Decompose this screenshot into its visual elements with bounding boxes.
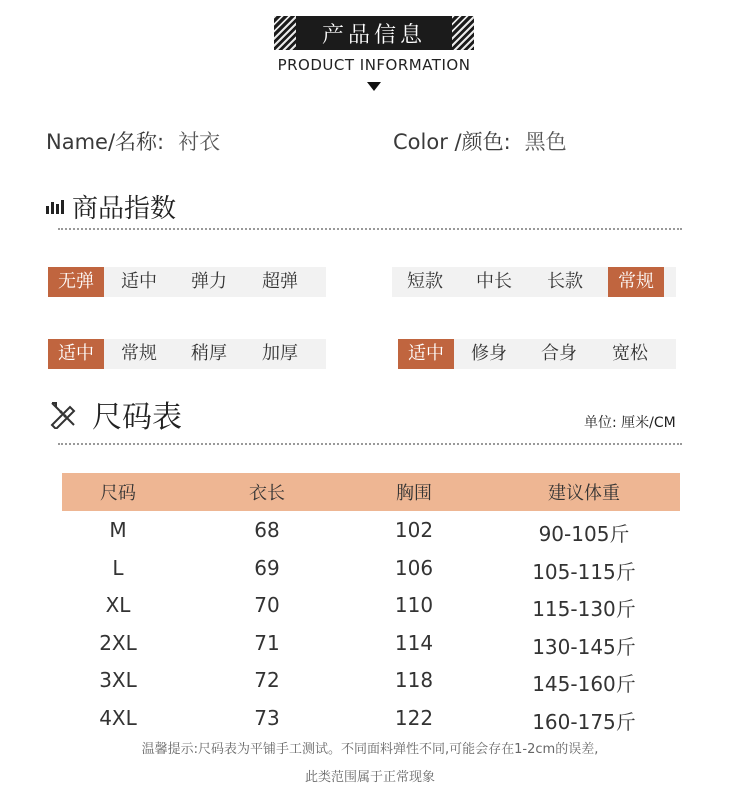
column-header: 衣长 <box>249 483 285 504</box>
table-row <box>62 702 680 739</box>
name-label: Name/名称: <box>46 130 165 154</box>
color-label: Color /颜色: <box>393 130 511 154</box>
table-cell: 73 <box>254 706 280 730</box>
index-section-heading <box>46 188 176 225</box>
chip-option: 适中 <box>121 271 157 292</box>
note-line: 此类范围属于正常现象 <box>304 770 435 785</box>
index-section-title: 商品指数 <box>72 194 177 224</box>
table-cell: 122 <box>394 706 434 730</box>
color-value: 黑色 <box>524 130 567 154</box>
section-title-badge <box>274 16 474 50</box>
name-value: 衬衣 <box>178 130 221 154</box>
page-title: 产品信息 <box>321 22 426 48</box>
table-cell: 3XL <box>99 668 137 693</box>
index-group-thickness <box>48 339 326 369</box>
table-cell: 90-105斤 <box>538 522 630 546</box>
chip-option: 超弹 <box>262 271 298 292</box>
table-row <box>62 627 680 664</box>
chip-option: 稍厚 <box>191 343 227 364</box>
table-cell: M <box>109 518 127 542</box>
down-triangle-icon <box>367 82 381 91</box>
chip-option: 加厚 <box>262 343 298 364</box>
index-group-length <box>392 267 676 297</box>
table-cell: 145-160斤 <box>532 672 636 697</box>
divider <box>58 228 682 230</box>
page-subtitle: PRODUCT INFORMATION <box>277 56 471 74</box>
hatch-decoration <box>452 16 474 50</box>
product-name <box>46 126 220 156</box>
table-cell: 102 <box>394 518 434 542</box>
table-cell: L <box>112 555 124 580</box>
chip-option: 修身 <box>471 343 507 364</box>
table-cell: 118 <box>394 668 434 693</box>
divider <box>58 443 682 445</box>
table-cell: 2XL <box>99 630 137 655</box>
note-line: 温馨提示:尺码表为平铺手工测试。不同面料弹性不同,可能会存在1-2cm的误差, <box>141 742 599 757</box>
hatch-decoration <box>274 16 296 50</box>
chip-option: 短款 <box>407 271 443 292</box>
table-cell: 70 <box>254 593 280 618</box>
size-section-title: 尺码表 <box>92 400 182 435</box>
unit-label: 单位: 厘米/CM <box>584 415 676 431</box>
column-header: 建议体重 <box>548 483 620 504</box>
chip-option: 合身 <box>541 343 577 364</box>
bar-chart-icon <box>46 200 64 214</box>
chip-option: 无弹 <box>48 267 104 297</box>
column-header: 尺码 <box>100 483 136 504</box>
table-cell: 130-145斤 <box>532 634 636 659</box>
table-row <box>62 514 680 551</box>
index-group-elasticity <box>48 267 326 297</box>
table-cell: XL <box>105 593 131 618</box>
chip-option: 适中 <box>398 339 454 369</box>
table-cell: 68 <box>254 518 280 542</box>
chip-option: 常规 <box>121 343 157 364</box>
table-cell: 69 <box>254 555 280 580</box>
table-row <box>62 664 680 701</box>
table-cell: 115-130斤 <box>532 597 636 622</box>
table-row <box>62 589 680 626</box>
table-cell: 71 <box>254 630 280 655</box>
chip-option: 适中 <box>48 339 104 369</box>
ruler-pencil-icon <box>48 399 78 429</box>
table-cell: 110 <box>394 593 434 618</box>
product-color <box>393 126 567 156</box>
table-cell: 106 <box>394 555 434 580</box>
chip-option: 宽松 <box>612 343 648 364</box>
table-cell: 4XL <box>99 706 137 730</box>
size-table-header <box>62 473 680 511</box>
index-group-fit <box>398 339 676 369</box>
chip-option: 弹力 <box>191 271 227 292</box>
table-cell: 105-115斤 <box>532 559 636 584</box>
size-section-heading <box>48 392 182 436</box>
table-cell: 114 <box>394 630 434 655</box>
table-cell: 160-175斤 <box>532 710 636 734</box>
chip-option: 中长 <box>476 271 512 292</box>
table-row <box>62 552 680 589</box>
chip-option: 常规 <box>608 267 664 297</box>
table-cell: 72 <box>254 668 280 693</box>
column-header: 胸围 <box>396 483 432 504</box>
chip-option: 长款 <box>547 271 583 292</box>
